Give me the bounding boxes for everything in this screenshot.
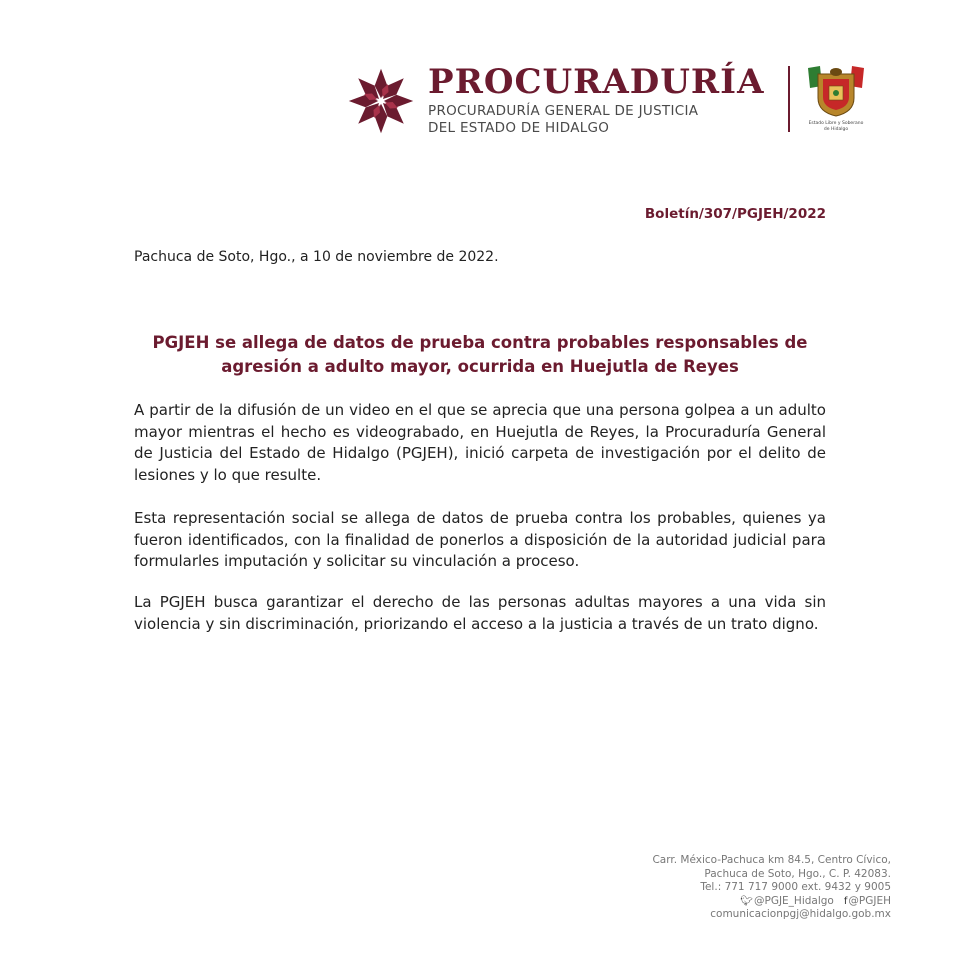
facebook-icon: f: [843, 895, 848, 907]
twitter-icon: 🐦︎: [740, 895, 753, 907]
seal-caption-line2: de Hidalgo: [823, 126, 849, 132]
footer-twitter-handle[interactable]: @PGJE_Hidalgo: [753, 894, 834, 907]
footer-address-line2: Pachuca de Soto, Hgo., C. P. 42083.: [704, 867, 891, 880]
headline-line2: agresión a adulto mayor, ocurrida en Huejutla de Reyes: [221, 357, 739, 376]
header-title: PROCURADURÍA: [428, 62, 765, 102]
footer-social: [652, 895, 891, 909]
star-flower-logo-icon: [346, 66, 416, 136]
bulletin-number: Boletín/307/PGJEH/2022: [644, 206, 826, 222]
headline: [134, 331, 826, 379]
seal-caption: [800, 121, 872, 132]
headline-line1: PGJEH se allega de datos de prueba contra probables responsables de: [152, 333, 808, 352]
footer-contact: [652, 854, 891, 922]
state-seal-icon: [804, 64, 868, 118]
header-subtitle-line1: PROCURADURÍA GENERAL DE JUSTICIA: [428, 103, 699, 119]
footer-phone: Tel.: 771 717 9000 ext. 9432 y 9005: [700, 881, 891, 894]
footer-address-line1: Carr. México-Pachuca km 84.5, Centro Cívico,: [652, 854, 891, 866]
footer-email[interactable]: comunicacionpgj@hidalgo.gob.mx: [710, 908, 891, 921]
header-divider: [788, 66, 790, 132]
paragraph-3: La PGJEH busca garantizar el derecho de las personas adultas mayores a una vida sin violencia y sin discriminación, priorizando el acceso a la justicia a través de un trato digno.: [134, 593, 826, 633]
paragraph-1: A partir de la difusión de un video en el que se aprecia que una persona golpea a un adulto mayor mientras el hecho es videograbado, en Huejutla de Reyes, la Procuraduría General de Justicia del Estado de Hidalgo (PGJEH), inició carpeta de investigación por el delito de lesiones y lo que resulte.: [134, 401, 826, 484]
header-subtitle: [428, 103, 698, 137]
dateline: Pachuca de Soto, Hgo., a 10 de noviembre de 2022.: [134, 249, 499, 265]
footer-facebook-handle[interactable]: @PGJEH: [848, 894, 891, 907]
paragraph-2: Esta representación social se allega de datos de prueba contra los probables, quienes ya fueron identificados, con la finalidad de ponerlos a disposición de la autoridad judicial para formularles imputación y solicitar su vinculación a proceso.: [134, 509, 826, 570]
seal-caption-line1: Estado Libre y Soberano: [808, 121, 864, 126]
header-subtitle-line2: DEL ESTADO DE HIDALGO: [428, 120, 610, 136]
